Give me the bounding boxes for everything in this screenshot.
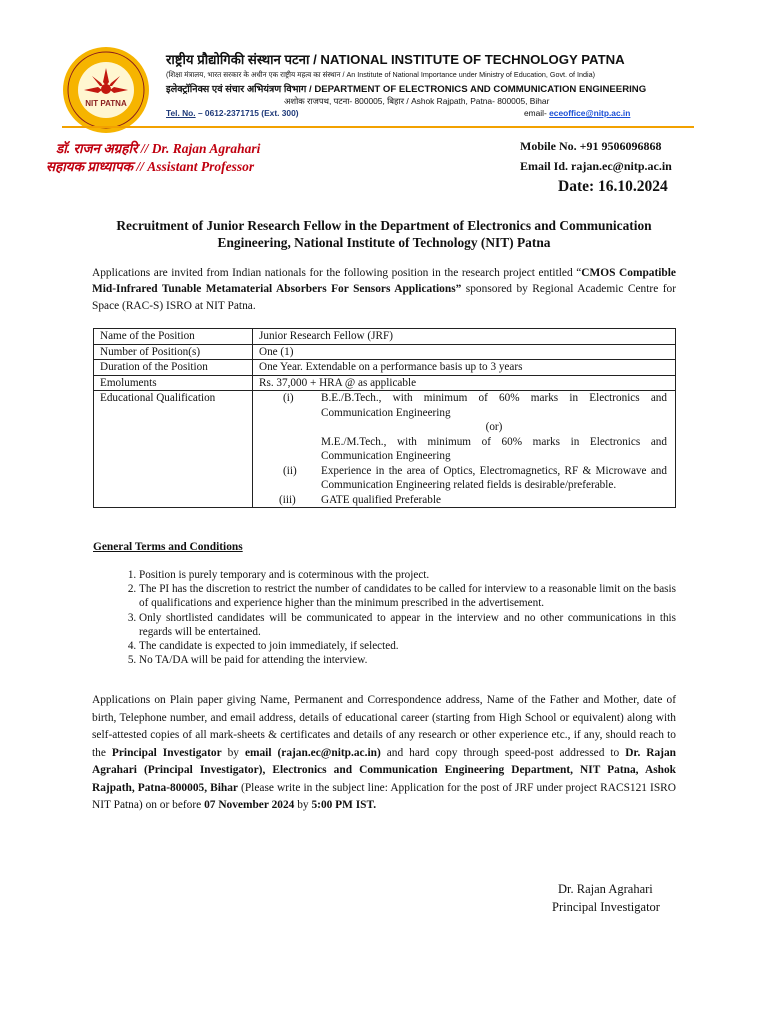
institute-name: राष्ट्रीय प्रौद्योगिकी संस्थान पटना / NATIONAL INSTITUTE OF TECHNOLOGY PATNA [166,52,625,67]
sender-email: Email Id. rajan.ec@nitp.ac.in [520,159,672,173]
qual-text: Experience in the area of Optics, Electromagnetics, RF & Microwave and Communication Engineering related fields is desirable/preferable. [321,464,667,491]
table-row [94,329,676,345]
contact-line [166,108,726,120]
list-item: 5. No TA/DA will be paid for attending the interview. [139,653,676,667]
table-value: One Year. Extendable on a performance basis up to 3 years [253,360,676,376]
table-label: Duration of the Position [94,360,253,376]
office-email-link[interactable]: eceoffice@nitp.ac.in [549,108,631,118]
qual-or: (or) [485,421,503,433]
qual-text: B.E./B.Tech., with minimum of 60% marks in Electronics and Communication Engineering [321,392,667,419]
table-row [94,375,676,391]
table-row [94,360,676,376]
signature-block [552,880,660,916]
letterhead [166,50,726,120]
qual-text: M.E./M.Tech., with minimum of 60% marks in Electronics and Communication Engineering [321,435,667,462]
table-value: One (1) [253,344,676,360]
telephone: Tel. No. – 0612-2371715 (Ext. 300) [166,108,299,118]
list-item: 1. Position is purely temporary and is coterminous with the project. [139,568,676,582]
table-row [94,391,676,508]
application-paragraph: Applications on Plain paper giving Name, Permanent and Correspondence address, Name of the Father and Mother, date of birth, Telephone number, and email address, details of educational career (starting from High School or equivalent) along with self-attested copies of all mark-sheets & certificates and details of any research or other experience etc., if any, should reach to the Principal Investigator by email (rajan.ec@nitp.ac.in) and hard copy through speed-post addressed to Dr. Rajan Agrahari (Principal Investigator), Electronics and Communication Engineering Department, NIT Patna, Ashok Rajpath, Patna-800005, Bihar (Please write in the subject line: Application for the post of JRF under project RACS121 ISRO NIT Patna) on or before 07 November 2024 by 5:00 PM IST. [92,694,677,811]
table-value: Junior Research Fellow (JRF) [253,329,676,345]
list-item: 3. Only shortlisted candidates will be communicated to appear in the interview and no other communications in this regards will be entertained. [139,611,676,639]
qual-number: (ii) [283,464,297,477]
table-row [94,344,676,360]
header-divider [62,126,694,128]
qual-text: GATE qualified Preferable [321,493,441,506]
intro-paragraph: Applications are invited from Indian nationals for the following position in the research project entitled “CMOS Compatible Mid-Infrared Tunable Metamaterial Absorbers For Sensors Applications” sponsored by Regional Academic Centre for Space (RAC-S) ISRO at NIT Patna. [92,267,676,312]
sender-name: डॉ. राजन अग्रहरि // Dr. Rajan Agrahari [56,141,261,156]
sender-mobile: Mobile No. +91 9506096868 [520,139,662,153]
position-table [93,328,676,508]
institute-logo [62,46,150,134]
page-title: Recruitment of Junior Research Fellow in the Department of Electronics and Communication Engineering, National Institute of Technology (NIT) Patna [116,218,652,250]
table-label: Number of Position(s) [94,344,253,360]
project-title: CMOS Compatible Mid-Infrared Tunable Metamaterial Absorbers For Sensors Applications” [92,267,676,296]
document-date: Date: 16.10.2024 [558,178,668,195]
table-label: Name of the Position [94,329,253,345]
table-label: Emoluments [94,375,253,391]
terms-heading: General Terms and Conditions [93,541,243,553]
logo-text: NIT PATNA [85,99,127,108]
table-label: Educational Qualification [94,391,253,508]
department-name: इलेक्ट्रॉनिक्स एवं संचार अभियंत्रण विभाग / DEPARTMENT OF ELECTRONICS AND COMMUNICATION ENGINEERING [166,84,647,95]
institute-subtitle: (शिक्षा मंत्रालय, भारत सरकार के अधीन एक राष्ट्रीय महत्व का संस्थान / An Institute of National Importance under Ministry of Education, Govt. of India) [166,70,596,79]
table-value: Rs. 37,000 + HRA @ as applicable [253,375,676,391]
list-item: 2. The PI has the discretion to restrict the number of candidates to be called for interview to a reasonable limit on the basis of qualifications and experience higher than the minimum prescribed in the advertisement. [139,582,676,610]
qual-number: (iii) [279,493,296,506]
signatory-name: Dr. Rajan Agrahari [558,882,653,896]
sender-designation: सहायक प्राध्यापक // Assistant Professor [46,159,255,174]
institute-address: अशोक राजपथ, पटना- 800005, बिहार / Ashok Rajpath, Patna- 800005, Bihar [284,96,550,106]
terms-list [93,568,676,667]
office-email: email- eceoffice@nitp.ac.in [524,108,631,118]
signatory-role: Principal Investigator [552,900,660,914]
list-item: 4. The candidate is expected to join immediately, if selected. [139,639,676,653]
qual-number: (i) [283,392,294,404]
qualification-cell [253,391,676,508]
